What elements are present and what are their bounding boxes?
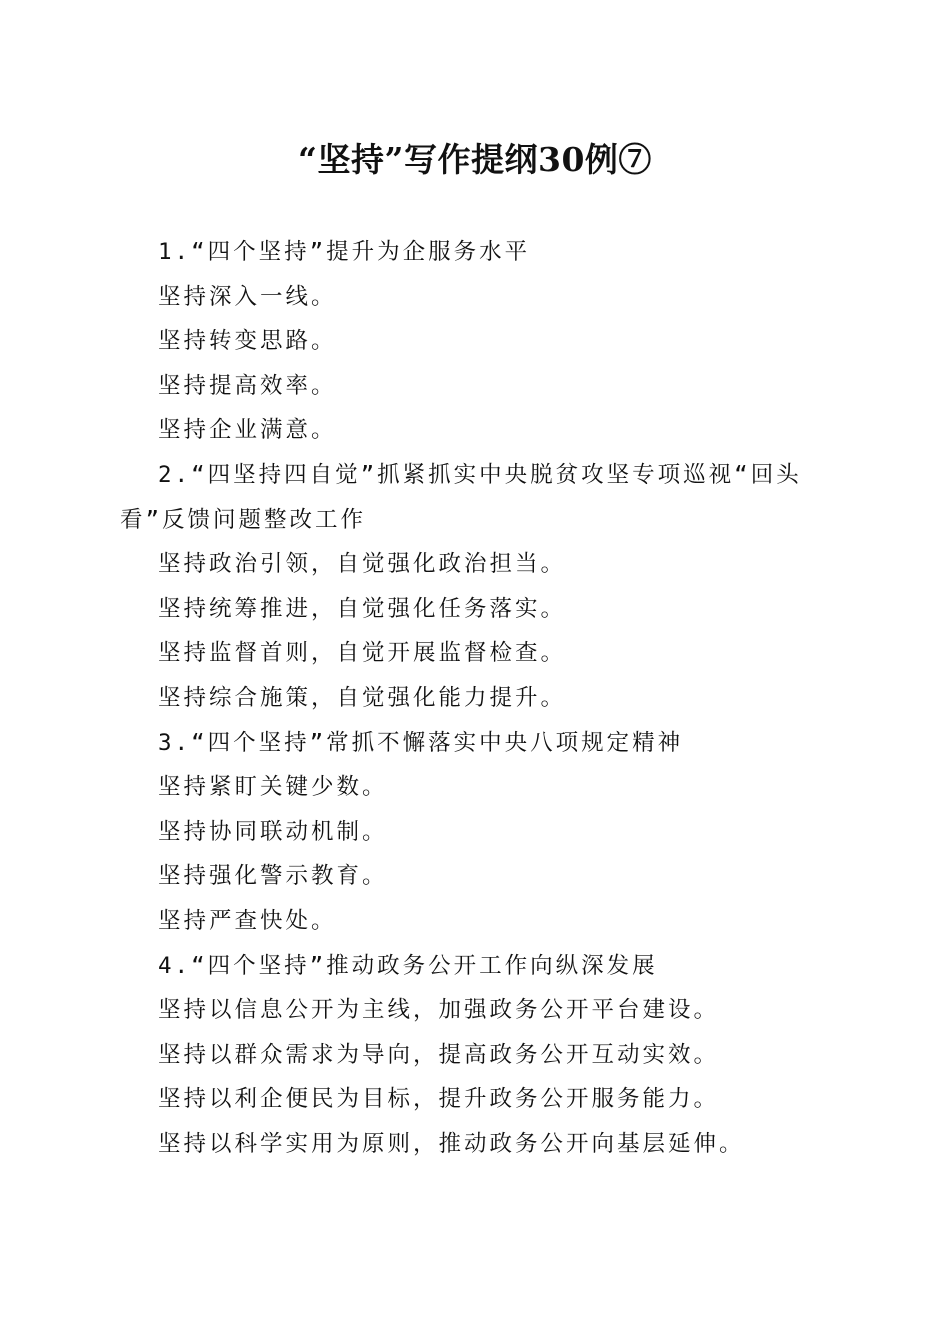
section-item: 坚持协同联动机制。 bbox=[158, 818, 388, 845]
section-item: 坚持紧盯关键少数。 bbox=[158, 774, 388, 801]
section-item: 坚持政治引领，自觉强化政治担当。 bbox=[158, 551, 567, 578]
section-item: 坚持企业满意。 bbox=[158, 417, 337, 444]
section-item: 坚持以信息公开为主线，加强政务公开平台建设。 bbox=[158, 997, 720, 1024]
section-heading: 4.“四个坚持”推动政务公开工作向纵深发展 bbox=[158, 952, 658, 979]
section-item: 坚持提高效率。 bbox=[158, 372, 337, 399]
section-item: 坚持以群众需求为导向，提高政务公开互动实效。 bbox=[158, 1041, 720, 1068]
section-heading: 2.“四坚持四自觉”抓紧抓实中央脱贫攻坚专项巡视“回头看”反馈问题整改工作 bbox=[120, 461, 802, 533]
document-body bbox=[120, 230, 832, 1166]
section-item: 坚持以科学实用为原则，推动政务公开向基层延伸。 bbox=[158, 1130, 745, 1157]
section-item: 坚持统筹推进，自觉强化任务落实。 bbox=[158, 595, 567, 622]
section-item: 坚持强化警示教育。 bbox=[158, 863, 388, 890]
section-item: 坚持转变思路。 bbox=[158, 328, 337, 355]
document-title: “坚持”写作提纲30例⑦ bbox=[298, 140, 652, 179]
section-heading: 1.“四个坚持”提升为企服务水平 bbox=[158, 239, 531, 265]
section-heading: 3.“四个坚持”常抓不懈落实中央八项规定精神 bbox=[158, 729, 684, 756]
section-item: 坚持综合施策，自觉强化能力提升。 bbox=[158, 684, 567, 711]
section-item: 坚持以利企便民为目标，提升政务公开服务能力。 bbox=[158, 1086, 720, 1113]
section-item: 坚持严查快处。 bbox=[158, 907, 337, 934]
section-item: 坚持深入一线。 bbox=[158, 283, 337, 310]
section-item: 坚持监督首则，自觉开展监督检查。 bbox=[158, 640, 567, 667]
